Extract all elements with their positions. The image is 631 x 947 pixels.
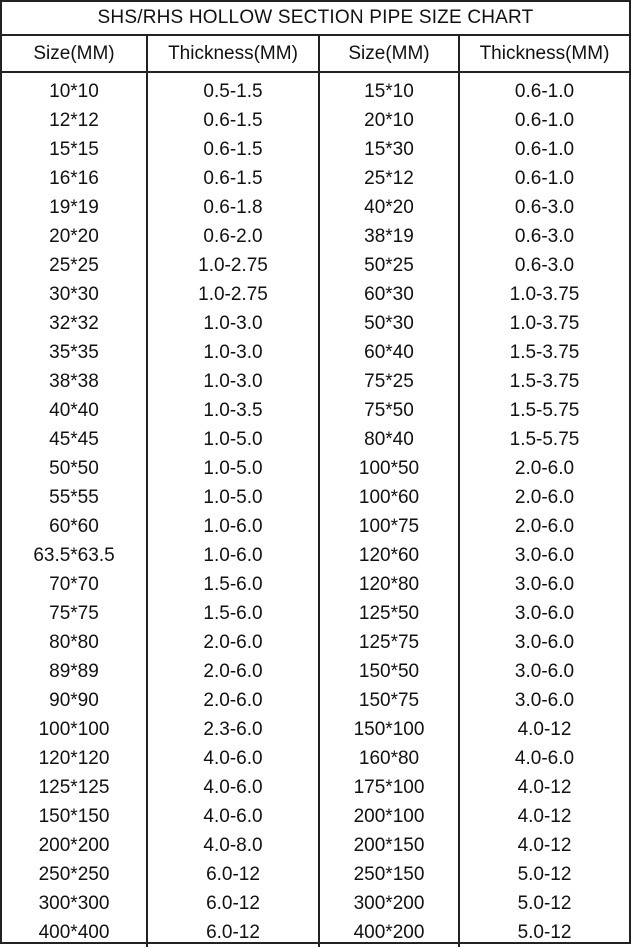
table-row <box>2 454 629 483</box>
table-row <box>2 657 629 686</box>
table-row <box>2 744 629 773</box>
header-thickness-1: Thickness(MM) <box>147 36 319 72</box>
cell-thickness-1: 1.0-6.0 <box>147 512 319 541</box>
cell-thickness-2: 4.0-6.0 <box>514 747 575 769</box>
cell-thickness-1: 4.0-6.0 <box>147 802 319 831</box>
table-row <box>2 135 629 164</box>
cell-thickness-2: 3.0-6.0 <box>514 573 575 595</box>
cell-thickness-1: 1.0-2.75 <box>147 251 319 280</box>
cell-size-2: 38*19 <box>319 222 459 251</box>
cell-thickness-1: 1.0-5.0 <box>147 483 319 512</box>
cell-size-2: 250*150 <box>319 860 459 889</box>
cell-thickness-2: 1.5-3.75 <box>509 341 580 363</box>
table-row <box>2 367 629 396</box>
cell-size-1: 35*35 <box>2 338 147 367</box>
table-row <box>2 309 629 338</box>
cell-size-1: 75*75 <box>2 599 147 628</box>
cell-thickness-2: 5.0-12 <box>517 921 572 943</box>
cell-thickness-1: 0.5-1.5 <box>147 72 319 106</box>
table-row <box>2 251 629 280</box>
table-row <box>2 773 629 802</box>
table-row <box>2 106 629 135</box>
cell-size-2: 200*150 <box>319 831 459 860</box>
cell-thickness-2: 1.5-5.75 <box>509 399 580 421</box>
cell-size-1: 15*15 <box>2 135 147 164</box>
cell-size-1: 12*12 <box>2 106 147 135</box>
cell-size-1: 10*10 <box>2 72 147 106</box>
cell-size-1: 38*38 <box>2 367 147 396</box>
cell-thickness-2: 4.0-12 <box>517 718 572 740</box>
table-row <box>2 860 629 889</box>
table-row <box>2 686 629 715</box>
cell-size-2: 80*40 <box>319 425 459 454</box>
cell-thickness-2: 0.6-3.0 <box>514 254 575 276</box>
cell-thickness-2: 4.0-12 <box>517 776 572 798</box>
cell-size-2: 50*30 <box>319 309 459 338</box>
cell-size-1: 30*30 <box>2 280 147 309</box>
table-row <box>2 889 629 918</box>
cell-size-2: 200*100 <box>319 802 459 831</box>
table-row <box>2 570 629 599</box>
cell-thickness-2: 3.0-6.0 <box>514 602 575 624</box>
cell-thickness-2: 0.6-1.0 <box>514 167 575 189</box>
header-size-2: Size(MM) <box>319 36 459 72</box>
cell-thickness-1: 1.5-6.0 <box>147 599 319 628</box>
cell-size-2: 50*25 <box>319 251 459 280</box>
cell-thickness-1: 2.0-6.0 <box>147 657 319 686</box>
cell-size-2: 60*40 <box>319 338 459 367</box>
cell-size-1: 400*400 <box>2 918 147 947</box>
cell-thickness-2: 5.0-12 <box>517 863 572 885</box>
cell-size-2: 75*50 <box>319 396 459 425</box>
cell-thickness-1: 1.0-3.0 <box>147 309 319 338</box>
cell-size-1: 80*80 <box>2 628 147 657</box>
cell-thickness-2: 3.0-6.0 <box>514 660 575 682</box>
table-row <box>2 599 629 628</box>
cell-thickness-1: 1.5-6.0 <box>147 570 319 599</box>
size-table <box>2 36 629 947</box>
cell-size-1: 50*50 <box>2 454 147 483</box>
cell-size-2: 300*200 <box>319 889 459 918</box>
cell-thickness-1: 0.6-2.0 <box>147 222 319 251</box>
cell-size-2: 160*80 <box>319 744 459 773</box>
table-row <box>2 483 629 512</box>
cell-size-1: 250*250 <box>2 860 147 889</box>
cell-size-2: 100*60 <box>319 483 459 512</box>
cell-size-1: 150*150 <box>2 802 147 831</box>
cell-thickness-1: 2.0-6.0 <box>147 686 319 715</box>
cell-size-2: 120*80 <box>319 570 459 599</box>
table-row <box>2 280 629 309</box>
cell-thickness-2: 3.0-6.0 <box>514 689 575 711</box>
cell-size-1: 60*60 <box>2 512 147 541</box>
cell-size-2: 25*12 <box>319 164 459 193</box>
cell-size-2: 100*50 <box>319 454 459 483</box>
cell-size-2: 100*75 <box>319 512 459 541</box>
cell-thickness-2: 0.6-1.0 <box>514 80 575 102</box>
cell-size-1: 20*20 <box>2 222 147 251</box>
table-row <box>2 72 629 106</box>
table-row <box>2 164 629 193</box>
cell-thickness-2: 4.0-12 <box>517 805 572 827</box>
cell-thickness-2: 2.0-6.0 <box>514 515 575 537</box>
cell-size-2: 175*100 <box>319 773 459 802</box>
cell-thickness-2: 1.5-5.75 <box>509 428 580 450</box>
cell-size-1: 63.5*63.5 <box>2 541 147 570</box>
cell-thickness-2: 1.5-3.75 <box>509 370 580 392</box>
cell-thickness-2: 0.6-3.0 <box>514 225 575 247</box>
table-row <box>2 338 629 367</box>
table-row <box>2 541 629 570</box>
table-body <box>2 72 629 947</box>
cell-size-1: 89*89 <box>2 657 147 686</box>
cell-size-2: 400*200 <box>319 918 459 947</box>
header-row <box>2 36 629 72</box>
table-row <box>2 918 629 947</box>
cell-thickness-1: 4.0-6.0 <box>147 773 319 802</box>
cell-thickness-1: 6.0-12 <box>147 918 319 947</box>
table-row <box>2 831 629 860</box>
table-row <box>2 628 629 657</box>
cell-thickness-1: 2.0-6.0 <box>147 628 319 657</box>
cell-size-2: 150*50 <box>319 657 459 686</box>
cell-thickness-1: 0.6-1.8 <box>147 193 319 222</box>
cell-thickness-1: 6.0-12 <box>147 860 319 889</box>
cell-size-2: 150*100 <box>319 715 459 744</box>
cell-size-2: 125*50 <box>319 599 459 628</box>
cell-thickness-2: 3.0-6.0 <box>514 544 575 566</box>
cell-size-2: 150*75 <box>319 686 459 715</box>
cell-size-1: 32*32 <box>2 309 147 338</box>
cell-thickness-2: 5.0-12 <box>517 892 572 914</box>
cell-thickness-1: 1.0-5.0 <box>147 454 319 483</box>
cell-size-1: 55*55 <box>2 483 147 512</box>
table-row <box>2 512 629 541</box>
cell-thickness-2: 4.0-12 <box>517 834 572 856</box>
table-row <box>2 193 629 222</box>
table-row <box>2 396 629 425</box>
cell-size-2: 20*10 <box>319 106 459 135</box>
cell-thickness-1: 1.0-5.0 <box>147 425 319 454</box>
cell-size-1: 70*70 <box>2 570 147 599</box>
cell-size-1: 16*16 <box>2 164 147 193</box>
cell-size-1: 25*25 <box>2 251 147 280</box>
cell-size-1: 40*40 <box>2 396 147 425</box>
cell-thickness-1: 2.3-6.0 <box>147 715 319 744</box>
cell-size-1: 90*90 <box>2 686 147 715</box>
cell-thickness-2: 0.6-1.0 <box>514 138 575 160</box>
cell-size-1: 300*300 <box>2 889 147 918</box>
cell-thickness-2: 2.0-6.0 <box>514 486 575 508</box>
cell-thickness-1: 4.0-8.0 <box>147 831 319 860</box>
cell-size-2: 15*10 <box>319 72 459 106</box>
cell-size-2: 125*75 <box>319 628 459 657</box>
cell-size-2: 120*60 <box>319 541 459 570</box>
table-row <box>2 715 629 744</box>
cell-size-1: 120*120 <box>2 744 147 773</box>
cell-size-1: 19*19 <box>2 193 147 222</box>
cell-thickness-2: 1.0-3.75 <box>509 283 580 305</box>
cell-thickness-1: 1.0-3.0 <box>147 367 319 396</box>
cell-thickness-2: 2.0-6.0 <box>514 457 575 479</box>
chart-title: SHS/RHS HOLLOW SECTION PIPE SIZE CHART <box>2 2 629 36</box>
cell-thickness-2: 1.0-3.75 <box>509 312 580 334</box>
cell-size-1: 100*100 <box>2 715 147 744</box>
header-size-1: Size(MM) <box>2 36 147 72</box>
cell-size-2: 60*30 <box>319 280 459 309</box>
cell-size-1: 125*125 <box>2 773 147 802</box>
cell-size-2: 75*25 <box>319 367 459 396</box>
cell-thickness-1: 0.6-1.5 <box>147 164 319 193</box>
cell-thickness-1: 0.6-1.5 <box>147 106 319 135</box>
cell-size-2: 15*30 <box>319 135 459 164</box>
cell-thickness-1: 4.0-6.0 <box>147 744 319 773</box>
cell-thickness-2: 0.6-1.0 <box>514 109 575 131</box>
table-row <box>2 802 629 831</box>
table-header <box>2 36 629 72</box>
cell-size-1: 45*45 <box>2 425 147 454</box>
cell-thickness-2: 0.6-3.0 <box>514 196 575 218</box>
cell-thickness-1: 1.0-2.75 <box>147 280 319 309</box>
cell-size-1: 200*200 <box>2 831 147 860</box>
cell-thickness-1: 1.0-3.5 <box>147 396 319 425</box>
cell-thickness-1: 0.6-1.5 <box>147 135 319 164</box>
cell-thickness-2: 3.0-6.0 <box>514 631 575 653</box>
cell-thickness-1: 1.0-3.0 <box>147 338 319 367</box>
cell-size-2: 40*20 <box>319 193 459 222</box>
header-thickness-2: Thickness(MM) <box>459 36 629 72</box>
table-row <box>2 425 629 454</box>
cell-thickness-1: 6.0-12 <box>147 889 319 918</box>
table-row <box>2 222 629 251</box>
cell-thickness-1: 1.0-6.0 <box>147 541 319 570</box>
